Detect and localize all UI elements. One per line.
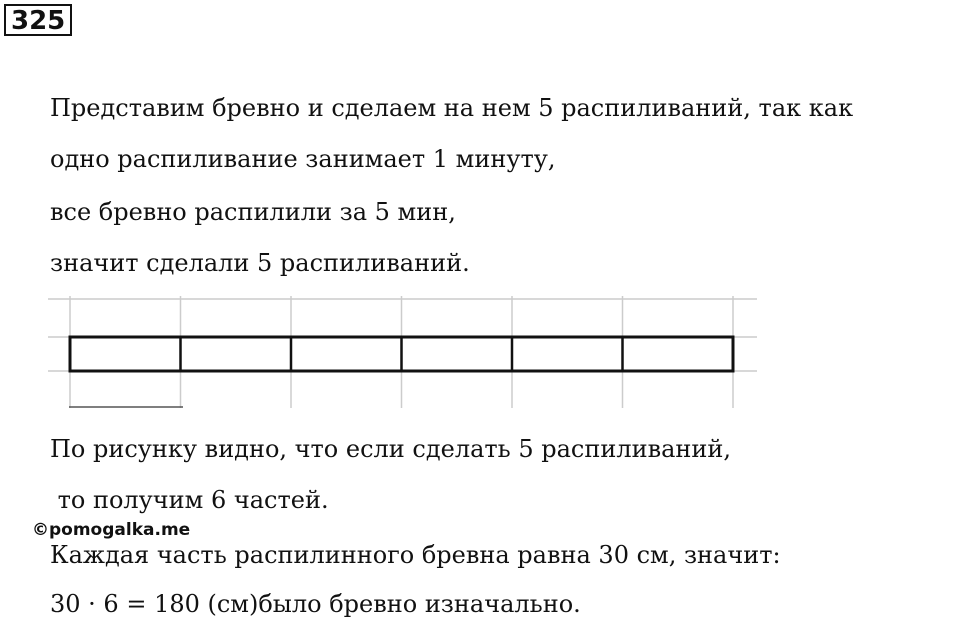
text-line: значит сделали 5 распиливаний. [50,249,470,277]
watermark: ©pomogalka.me [32,520,191,540]
log [70,337,733,371]
text-line: то получим 6 частей. [50,486,329,514]
text-line: все бревно распилили за 5 мин, [50,198,456,226]
text-line: Каждая часть распилинного бревна равна 30 см, значит: [50,541,781,569]
text-line: 30 · 6 = 180 (см)было бревно изначально. [50,590,581,618]
text-line: Представим бревно и сделаем на нем 5 распиливаний, так как [50,94,854,122]
problem-number: 325 [4,4,72,36]
text-line: одно распиливание занимает 1 минуту, [50,145,556,173]
text-line: По рисунку видно, что если сделать 5 распиливаний, [50,435,732,463]
